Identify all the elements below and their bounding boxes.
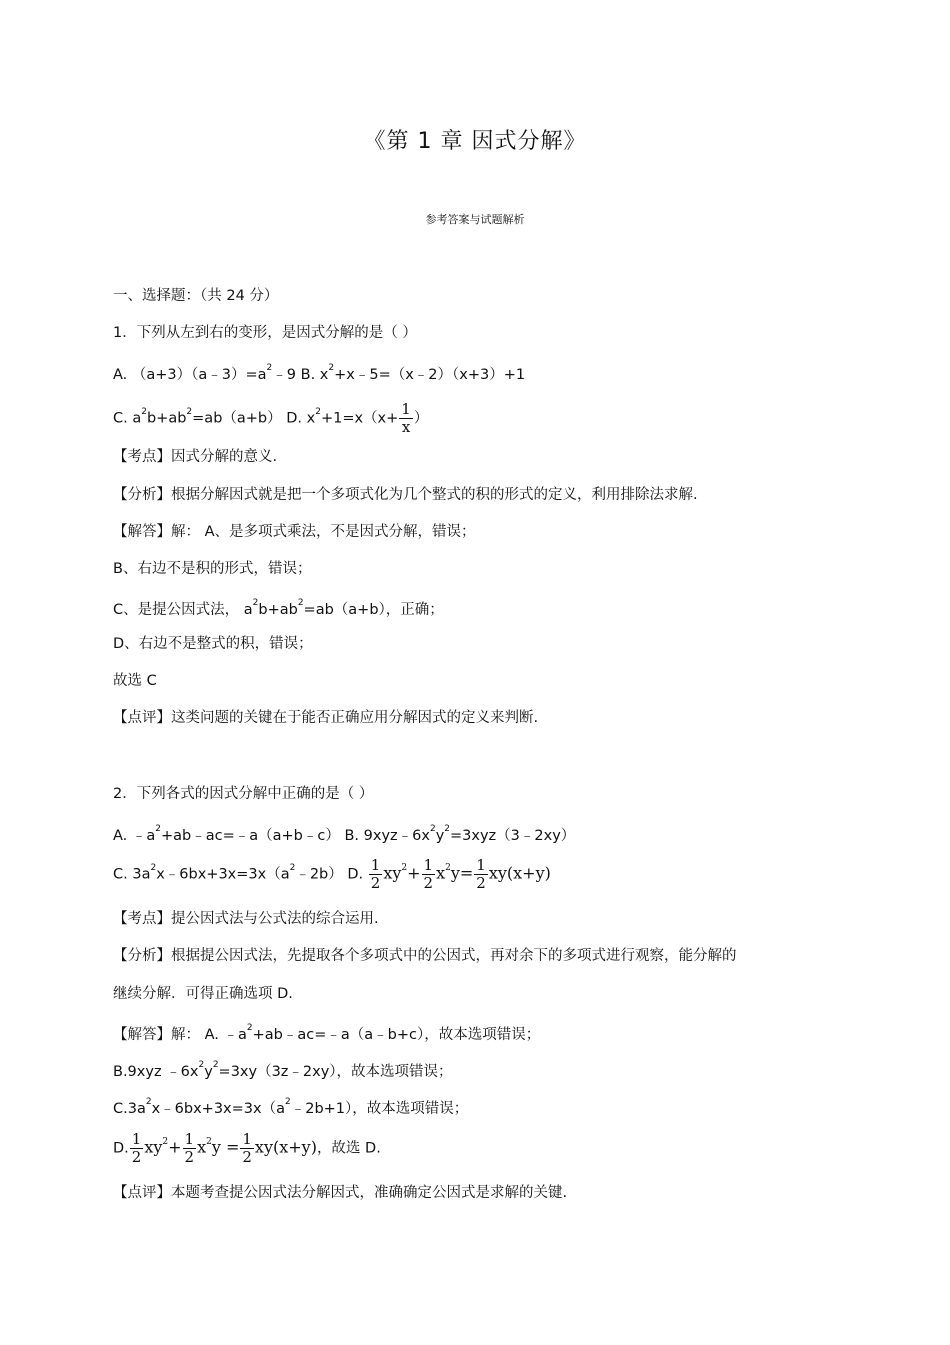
fraction-half: $\frac{1}{2}$ — [476, 856, 486, 892]
fraction-half: $\frac{1}{2}$ — [184, 1130, 195, 1166]
q1-answer: 故选 C — [113, 673, 157, 689]
q1-analysis-c: C、是提公因式法， $a^2b+ab^2=ab(a+b)$，正确； — [113, 598, 444, 618]
q2-fenxi-line1: 【分析】根据提公因式法，先提取各个多项式中的公因式，再对余下的多项式进行观察，能分解的 — [113, 948, 737, 964]
fraction-half: $\frac{1}{2}$ — [131, 1130, 142, 1166]
q2-dianping: 【点评】本题考查提公因式法分解因式，准确确定公因式是求解的关键. — [113, 1185, 568, 1201]
q2-analysis-d: D. $\frac{1}{2}$ $xy^2+$ $\frac{1}{2}$ $x^2y$ = $\frac{1}{2}$ xy(x+y)，故选 D. — [113, 1130, 381, 1166]
q2-fenxi-line2: 继续分解．可得正确选项 D. — [113, 986, 293, 1002]
q1-kaodian: 【考点】因式分解的意义. — [113, 449, 278, 465]
page-subtitle: 参考答案与试题解析 — [425, 213, 525, 226]
q2-options-ab: A. $﹣a^2+ab﹣ac=﹣a(a+b﹣c)$ B. $9xyz﹣6x^2y^2=3xyz(3﹣2xy)$ — [113, 824, 576, 844]
q2-stem: 2．下列各式的因式分解中正确的是（ ） — [113, 786, 374, 802]
q1-fenxi: 【分析】根据分解因式就是把一个多项式化为几个整式的积的形式的定义，利用排除法求解. — [113, 487, 698, 503]
q2-jieda: 【解答】解： A. $﹣a^2+ab﹣ac=﹣a(a﹣b+c)$，故本选项错误； — [113, 1023, 541, 1043]
q1-dianping: 【点评】这类问题的关键在于能否正确应用分解因式的定义来判断. — [113, 710, 539, 726]
q2-options-cd: C. $3a^2x﹣6bx+3x=3x(a^2﹣2b)$ D. $\frac{1}{2}$ $xy^2+$ $\frac{1}{2}$ $x^2y=$ $\frac{1}{2}$ xy(x+y) — [113, 856, 551, 892]
fraction-half: $\frac{1}{2}$ — [370, 856, 381, 892]
q1-stem: 1．下列从左到右的变形，是因式分解的是（ ） — [113, 325, 417, 341]
q2-analysis-c: $C.3a^2x﹣6bx+3x=3x(a^2﹣2b+1)$，故本选项错误； — [113, 1097, 469, 1117]
fraction-half: $\frac{1}{2}$ — [423, 856, 434, 892]
q1-analysis-d: D、右边不是整式的积，错误； — [113, 636, 313, 652]
section-heading: 一、选择题：（共 24 分） — [113, 288, 279, 304]
fraction-half: $\frac{1}{2}$ — [242, 1130, 252, 1166]
q2-kaodian: 【考点】提公因式法与公式法的综合运用. — [113, 911, 379, 927]
q1-analysis-b: B、右边不是积的形式，错误； — [113, 561, 312, 577]
page-title: 《第 1 章 因式分解》 — [363, 129, 587, 154]
q1-options-ab: A. $(a+3)(a﹣3)=a^2﹣9$ B. $x^2+x﹣5=(x﹣2)(x+3)+1$ — [113, 363, 526, 383]
q2-analysis-b: B.9xyz $﹣6x^2y^2=3xy(3z﹣2xy)$，故本选项错误； — [113, 1060, 453, 1080]
fraction-one-over-x: $\frac{1}{x}$ — [401, 400, 411, 436]
q1-jieda: 【解答】解： A、是多项式乘法，不是因式分解，错误； — [113, 524, 476, 540]
q1-options-cd: C. $a^2b+ab^2=ab(a+b)$ D. $x^2+1=x(x+$ $\frac{1}{x}$ ） — [113, 400, 429, 436]
